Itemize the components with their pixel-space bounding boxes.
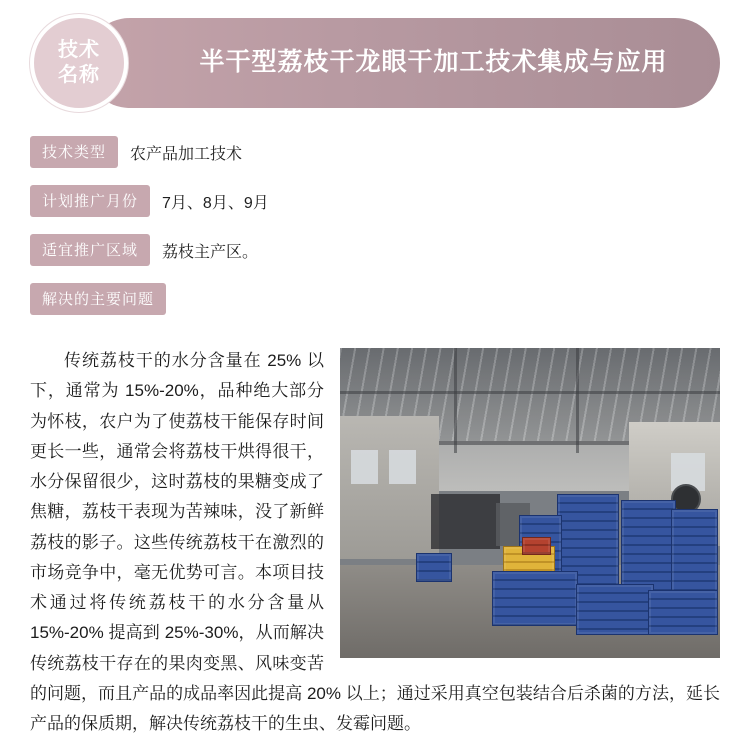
crate-stack-3: [671, 509, 719, 598]
header-banner: [85, 18, 720, 108]
photo-column-2: [576, 348, 579, 453]
page-title: 半干型荔枝干龙眼干加工技术集成与应用: [199, 48, 668, 77]
document-page: [0, 14, 750, 733]
meta-label-technology-type: 技术类型: [30, 136, 118, 168]
crate-stack-6: [576, 584, 654, 636]
photo-machinery: [431, 494, 499, 550]
badge-line-2: 名称: [58, 64, 100, 86]
section-label-main-problem: 解决的主要问题: [30, 283, 166, 315]
meta-value-promotion-area: 荔枝主产区。: [162, 243, 259, 261]
crate-stack-8: [416, 553, 452, 583]
meta-label-promotion-months: 计划推广月份: [30, 185, 150, 217]
meta-value-promotion-months: 7月、8月、9月: [162, 194, 269, 212]
crate-stack-7: [648, 590, 718, 635]
content-area: [0, 332, 750, 739]
photo-window-2: [389, 450, 416, 484]
meta-row-main-problem: [30, 283, 720, 315]
meta-row-promotion-area: [30, 234, 720, 266]
photo-left-wall: [340, 416, 439, 559]
photo-beam-2: [340, 391, 720, 394]
meta-value-technology-type: 农产品加工技术: [130, 145, 243, 163]
photo-window-1: [351, 450, 378, 484]
problem-body-text: 传统荔枝干的水分含量在 25% 以下，通常为 15%-20%，品种绝大部分为怀枝，农户为了使荔枝干能保存时间更长一些，通常会将荔枝干烘得很干，水分保留很少，这时荔枝的果糖变成了焦糖，荔枝干表现为苦辣味，没了新鲜荔枝的影子。这些传统荔枝干在激烈的市场竞争中，毫无优势可言。本项目技术通过将传统荔枝干的水分含量从 15%-20% 提高到 25%-30%，从而解决传统荔枝干存在的果肉变黑、风味变苦的问题，而且产品的成品率因此提高 20% 以上；通过采用真空包装结合后杀菌的方法，延长产品的保质期，解决传统荔枝干的生虫、发霉问题。: [30, 351, 720, 733]
header: [30, 14, 720, 112]
meta-list: [0, 136, 750, 315]
photo-column-1: [454, 348, 457, 453]
technology-name-badge: [30, 14, 128, 112]
crate-stack-5: [492, 571, 578, 626]
badge-line-1: 技术: [58, 39, 100, 61]
meta-label-promotion-area: 适宜推广区域: [30, 234, 150, 266]
crate-red-1: [522, 537, 551, 555]
meta-row-promotion-months: [30, 185, 720, 217]
meta-row-technology-type: [30, 136, 720, 168]
warehouse-photo: [340, 348, 720, 658]
